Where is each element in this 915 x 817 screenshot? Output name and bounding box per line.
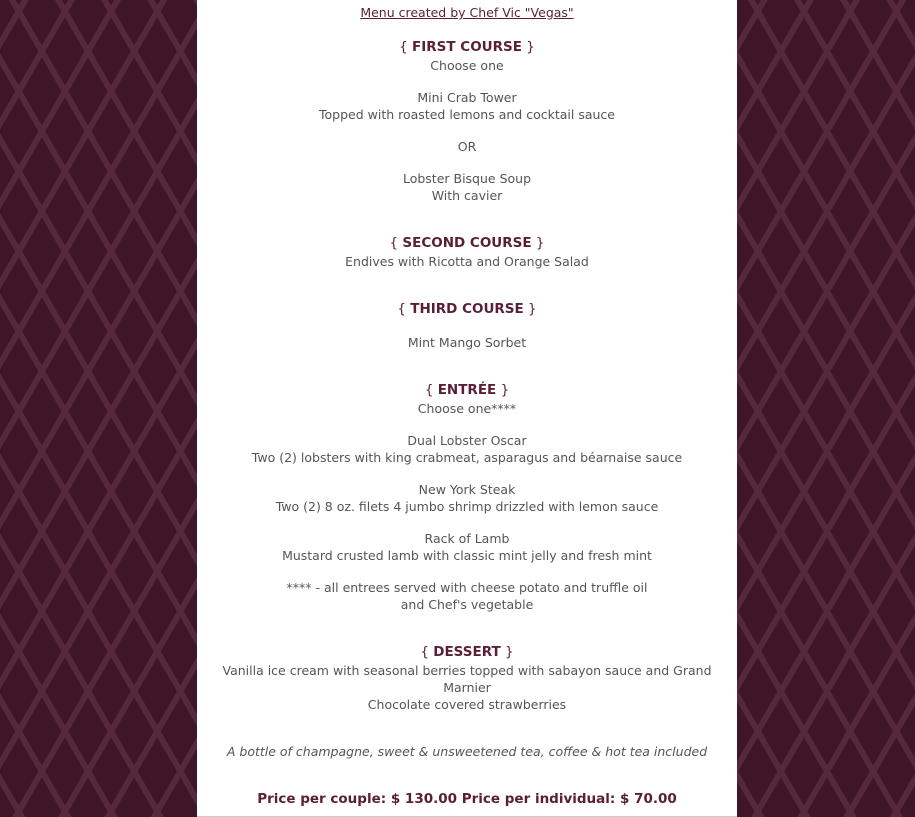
third-course-title: THIRD COURSE: [410, 301, 524, 317]
included-note: A bottle of champagne, sweet & unsweetened tea, coffee & hot tea included: [226, 744, 708, 759]
entree-close-brace: }: [496, 382, 510, 398]
entree-note-line1: **** - all entrees served with cheese potato and truffle oil: [286, 580, 648, 595]
dessert-heading: [197, 644, 737, 661]
entree-dish3-desc: Mustard crusted lamb with classic mint jelly and fresh mint: [282, 548, 652, 563]
first-course-dish2-desc: With cavier: [431, 188, 503, 203]
second-course-close-brace: }: [531, 235, 545, 251]
first-course-close-brace: }: [521, 39, 535, 55]
menu-panel: [197, 0, 737, 817]
second-course-dish: Endives with Ricotta and Orange Salad: [345, 254, 589, 269]
dessert-close-brace: }: [500, 644, 514, 660]
first-course-title: FIRST COURSE: [412, 39, 522, 55]
chef-credit-link[interactable]: Menu created by Chef Vic "Vegas": [360, 5, 574, 20]
second-course-heading: [197, 235, 737, 252]
first-course-open-brace: {: [399, 39, 413, 55]
entree-note-line2: and Chef's vegetable: [400, 597, 534, 612]
first-course-or: OR: [457, 139, 477, 154]
entree-open-brace: {: [424, 382, 438, 398]
entree-dish3-name: Rack of Lamb: [424, 531, 510, 546]
first-course-dish2-name: Lobster Bisque Soup: [402, 171, 532, 186]
entree-dish1-desc: Two (2) lobsters with king crabmeat, asparagus and béarnaise sauce: [251, 450, 683, 465]
dessert-line2: Marnier: [443, 680, 491, 695]
third-course-open-brace: {: [397, 301, 411, 317]
second-course-title: SECOND COURSE: [402, 235, 532, 251]
first-course-choose: Choose one: [430, 58, 504, 73]
price-line: Price per couple: $ 130.00 Price per individual: $ 70.00: [257, 791, 677, 807]
dessert-open-brace: {: [420, 644, 434, 660]
entree-dish1-name: Dual Lobster Oscar: [407, 433, 527, 448]
dessert-line3: Chocolate covered strawberries: [367, 697, 567, 712]
first-course-dish1-desc: Topped with roasted lemons and cocktail sauce: [319, 107, 615, 122]
entree-dish2-name: New York Steak: [418, 482, 516, 497]
dessert-title: DESSERT: [433, 644, 501, 660]
entree-heading: [197, 382, 737, 399]
dessert-line1: Vanilla ice cream with seasonal berries topped with sabayon sauce and Grand: [222, 663, 712, 678]
first-course-dish1-name: Mini Crab Tower: [417, 90, 517, 105]
second-course-open-brace: {: [389, 235, 403, 251]
third-course-close-brace: }: [523, 301, 537, 317]
entree-title: ENTRÉE: [437, 382, 497, 398]
third-course-heading: [197, 301, 737, 318]
first-course-heading: [197, 39, 737, 56]
entree-choose: Choose one****: [417, 401, 517, 416]
third-course-dish: Mint Mango Sorbet: [407, 335, 527, 350]
entree-dish2-desc: Two (2) 8 oz. filets 4 jumbo shrimp drizzled with lemon sauce: [275, 499, 659, 514]
